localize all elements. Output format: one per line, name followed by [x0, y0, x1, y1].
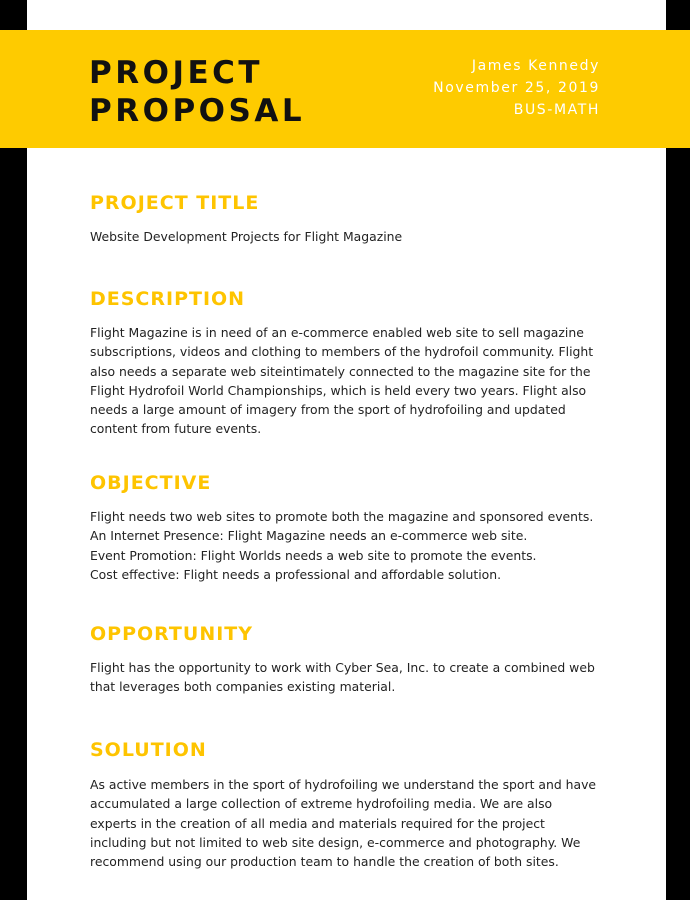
section-heading-description: DESCRIPTION	[90, 288, 246, 310]
paragraph-line: needs a large amount of imagery from the sport of hydrofoiling and updated	[90, 402, 566, 418]
paragraph-line: Website Development Projects for Flight Magazine	[90, 229, 403, 244]
course-code: BUS-MATH	[513, 102, 600, 118]
paragraph-line: subscriptions, videos and clothing to members of the hydrofoil community. Flight	[90, 344, 594, 360]
section-body-project-title	[90, 227, 610, 246]
author-name: James Kennedy	[471, 58, 600, 74]
paragraph-line: Flight has the opportunity to work with Cyber Sea, Inc. to create a combined web	[90, 660, 595, 675]
paragraph-line: Flight Magazine is in need of an e-commerce enabled web site to sell magazine	[90, 325, 584, 340]
paragraph-line: As active members in the sport of hydrofoiling we understand the sport and have	[90, 777, 597, 792]
paragraph-line: Flight needs two web sites to promote both the magazine and sponsored events.	[90, 509, 594, 524]
paragraph-line: that leverages both companies existing material.	[90, 679, 396, 695]
paragraph-line: recommend using our production team to handle the creation of both sites.	[90, 854, 559, 870]
section-heading-opportunity: OPPORTUNITY	[90, 623, 254, 645]
paragraph-line: Flight Hydrofoil World Championships, which is held every two years. Flight also	[90, 382, 587, 398]
document-date: November 25, 2019	[433, 80, 600, 96]
document-title-line-1: PROJECT	[89, 55, 264, 91]
document-title-line-2: PROPOSAL	[89, 93, 306, 129]
section-body-description	[90, 323, 610, 439]
section-body-opportunity	[90, 658, 610, 697]
paragraph-line: experts in the creation of all media and materials required for the project	[90, 815, 545, 831]
paragraph-line: also needs a separate web siteintimately connected to the magazine site for the	[90, 363, 591, 379]
paragraph-line: content from future events.	[90, 421, 262, 437]
section-heading-project-title: PROJECT TITLE	[90, 192, 260, 214]
paragraph-line: Cost effective: Flight needs a professional and affordable solution.	[90, 566, 502, 582]
paragraph-line: An Internet Presence: Flight Magazine needs an e-commerce web site.	[90, 528, 528, 544]
section-body-objective	[90, 507, 610, 584]
section-heading-solution: SOLUTION	[90, 739, 207, 761]
section-heading-objective: OBJECTIVE	[90, 472, 212, 494]
paragraph-line: accumulated a large collection of extreme hydrofoiling media. We are also	[90, 796, 553, 812]
section-body-solution	[90, 775, 610, 871]
paragraph-line: including but not limited to web site design, e-commerce and photography. We	[90, 834, 581, 850]
paragraph-line: Event Promotion: Flight Worlds needs a web site to promote the events.	[90, 547, 537, 563]
